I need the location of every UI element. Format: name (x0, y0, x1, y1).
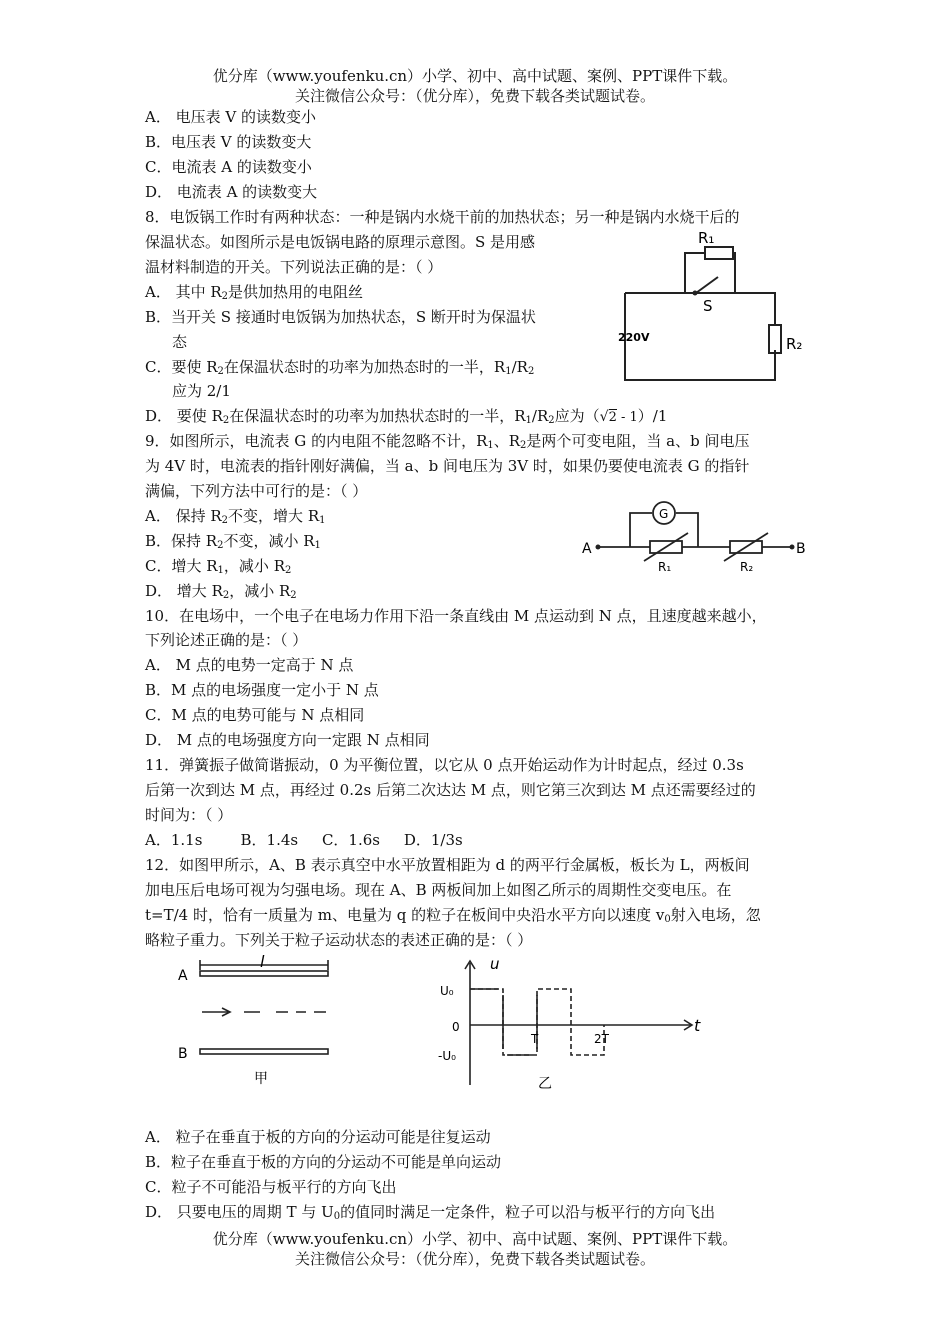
footer-line-2: 关注微信公众号：（优分库），免费下载各类试题试卷。 (294, 1250, 655, 1268)
q10-option-d: D． M 点的电场强度方向一定跟 N 点相同 (145, 731, 430, 749)
q12-stem-line-4: 略粒子重力。下列关于粒子运动状态的表述正确的是：（ ） (145, 931, 533, 949)
footer-line-1: 优分库（www.youfenku.cn）小学、初中、高中试题、案例、PPT课件下载。 (212, 1230, 738, 1248)
switch-s (696, 277, 718, 293)
q7-option-a: A． 电压表 V 的读数变小 (145, 108, 316, 126)
square-wave-solid (470, 989, 537, 1055)
t-2period-label: 2T (594, 1032, 609, 1046)
q8-option-b-line-1: B．当开关 S 接通时电饭锅为加热状态，S 断开时为保温状 (145, 308, 536, 326)
header-line-2: 关注微信公众号：（优分库），免费下载各类试题试卷。 (294, 87, 655, 105)
neg-u0-label: -U₀ (438, 1049, 456, 1063)
q8-stem-line-1: 8．电饭锅工作时有两种状态：一种是锅内水烧干前的加热状态；另一种是锅内水烧干后的 (145, 208, 740, 226)
q8-option-b-line-2: 态 (172, 333, 188, 351)
plate-b-label: B (178, 1046, 188, 1062)
r2-label: R₂ (740, 560, 754, 574)
rice-cooker-circuit-diagram (600, 225, 803, 390)
q9-option-a: A． 保持 $R_2$不变，增大 $R_1$ (145, 507, 326, 526)
galvanometer-label: G (659, 507, 669, 521)
q11-options: A．1.1s B．1.4s C．1.6s D．1/3s (145, 831, 463, 849)
q10-option-b: B．M 点的电场强度一定小于 N 点 (145, 681, 379, 699)
u0-label: U₀ (440, 984, 454, 998)
plate-a-label: A (178, 968, 188, 984)
voltage-label: 220V (618, 331, 650, 344)
q9-stem-line-2: 为 4V 时，电流表的指针刚好满偏，当 a、b 间电压为 3V 时，如果仍要使电流表 G 的指针 (145, 457, 750, 475)
square-wave-voltage-figure (410, 955, 710, 1095)
u-axis-label: u (490, 955, 500, 973)
q7-option-d: D． 电流表 A 的读数变大 (145, 183, 318, 201)
q8-option-c-line-1: C．要使 $R_2$在保温状态时的功率为加热态时的一半，$R_1/R_2$ (145, 358, 535, 377)
q12-option-d: D． 只要电压的周期 T 与 $U_0$的值同时满足一定条件，粒子可以沿与板平行的方向飞出 (145, 1203, 716, 1222)
q9-option-c: C．增大 $R_1$，减小 $R_2$ (145, 557, 292, 576)
q8-stem-line-2: 保温状态。如图所示是电饭锅电路的原理示意图。S 是用感 (145, 233, 536, 251)
q8-option-d: D． 要使 $R_2$在保温状态时的功率为加热状态时的一半，$R_1/R_2$应为（√2 - 1）/1 (145, 407, 668, 426)
terminal-a-label: A (582, 541, 592, 557)
figure-2-caption: 乙 (538, 1076, 552, 1092)
switch-label: S (703, 297, 713, 315)
plate-length-label: l (260, 952, 265, 971)
q10-option-a: A． M 点的电势一定高于 N 点 (145, 656, 354, 674)
q7-option-b: B．电压表 V 的读数变大 (145, 133, 312, 151)
header-line-1: 优分库（www.youfenku.cn）小学、初中、高中试题、案例、PPT课件下载。 (212, 67, 738, 85)
galvanometer-circuit-diagram (580, 495, 810, 575)
q9-option-b: B．保持 $R_2$不变，减小 $R_1$ (145, 532, 321, 551)
t-period-label: T (531, 1032, 539, 1046)
q10-stem-line-2: 下列论述正确的是：（ ） (145, 631, 308, 649)
q9-stem-line-3: 满偏，下列方法中可行的是：（ ） (145, 482, 368, 500)
plate-a (200, 971, 328, 976)
circuit-wire-upper (625, 293, 775, 325)
parallel-plates-figure (170, 952, 350, 1090)
r1-branch-left-wire (685, 253, 705, 293)
q8-option-a: A． 其中 $R_2$是供加热用的电阻丝 (145, 283, 364, 302)
q8-stem-line-3: 温材料制造的开关。下列说法正确的是：（ ） (145, 258, 443, 276)
sqrt-symbol: √ (599, 409, 609, 425)
q12-option-c: C．粒子不可能沿与板平行的方向飞出 (145, 1178, 397, 1196)
r1-label: R₁ (698, 229, 715, 247)
q11-stem-line-2: 后第一次到达 M 点，再经过 0.2s 后第二次达达 M 点，则它第三次到达 M 点还需要经过的 (145, 781, 756, 799)
terminal-a (596, 545, 601, 550)
q7-option-c: C．电流表 A 的读数变小 (145, 158, 312, 176)
r2-label: R₂ (786, 335, 803, 353)
switch-pivot (693, 291, 698, 296)
q11-stem-line-1: 11．弹簧振子做简谐振动，0 为平衡位置，以它从 0 点开始运动作为计时起点，经过 0.3s (145, 756, 744, 774)
q12-option-b: B．粒子在垂直于板的方向的分运动不可能是单向运动 (145, 1153, 502, 1171)
r1-resistor (705, 247, 733, 259)
q12-stem-line-2: 加电压后电场可视为匀强电场。现在 A、B 两板间加上如图乙所示的周期性交变电压。在 (145, 881, 732, 899)
origin-label: 0 (452, 1020, 460, 1034)
q10-option-c: C．M 点的电势可能与 N 点相同 (145, 706, 365, 724)
terminal-b (790, 545, 795, 550)
plate-b (200, 1049, 328, 1054)
q9-option-d: D． 增大 $R_2$，减小 $R_2$ (145, 582, 297, 601)
q12-option-a: A． 粒子在垂直于板的方向的分运动可能是往复运动 (145, 1128, 491, 1146)
q10-stem-line-1: 10．在电场中，一个电子在电场力作用下沿一条直线由 M 点运动到 N 点，且速度越来越小， (145, 607, 767, 625)
q12-stem-line-1: 12．如图甲所示，A、B 表示真空中水平放置相距为 d 的两平行金属板，板长为 L，两板间 (145, 856, 750, 874)
terminal-b-label: B (796, 541, 806, 557)
q11-stem-line-3: 时间为：（ ） (145, 806, 233, 824)
q9-stem-line-1: 9．如图所示，电流表 G 的内电阻不能忽略不计，$R_1$、$R_2$是两个可变电阻，当 a、b 间电压 (145, 432, 750, 451)
q12-stem-line-3: t=T/4 时，恰有一质量为 m、电量为 q 的粒子在板间中央沿水平方向以速度 $v_0$射入电场，忽 (145, 906, 761, 925)
r2-resistor (769, 325, 781, 353)
t-axis-label: t (694, 1016, 701, 1035)
q8-option-c-line-2: 应为 2/1 (172, 382, 231, 400)
r1-label: R₁ (658, 560, 672, 574)
wire-galvanometer-right (676, 513, 698, 547)
figure-1-caption: 甲 (254, 1071, 268, 1087)
wire-galvanometer-left (630, 513, 652, 547)
